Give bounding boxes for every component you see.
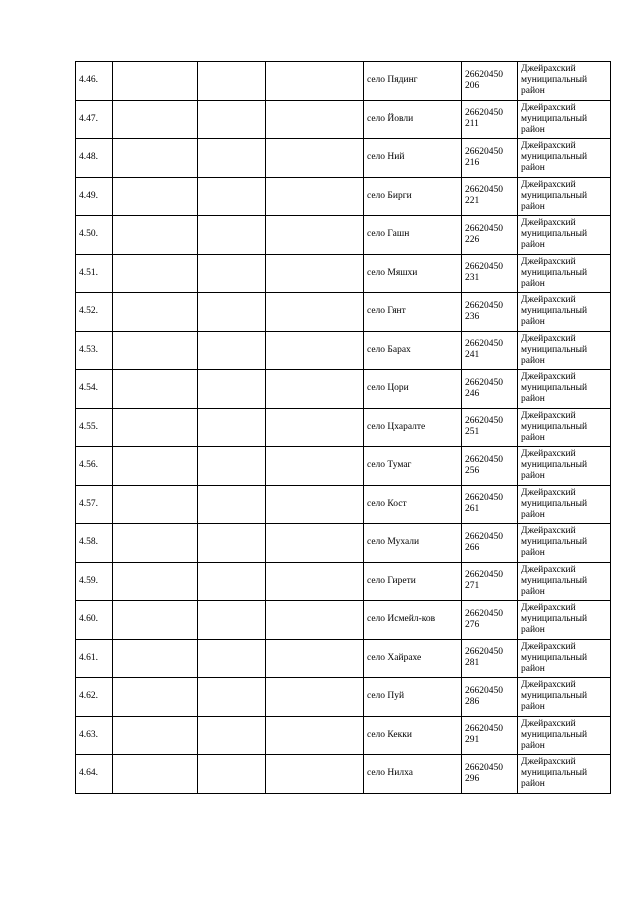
oktmo-code-part: 251: [465, 427, 480, 438]
oktmo-code: [462, 177, 518, 216]
district-name-line: муниципальный: [521, 768, 588, 779]
district-name-line: муниципальный: [521, 614, 588, 625]
settlement-name: село Тумаг: [364, 447, 462, 486]
settlement-name: село Хайрахе: [364, 639, 462, 678]
district-name-line: район: [521, 432, 545, 443]
table-row: [76, 601, 611, 640]
oktmo-code: [462, 524, 518, 563]
oktmo-code-part: 281: [465, 658, 480, 669]
district-name-line: Джейрахский: [521, 295, 576, 306]
table-row: [76, 370, 611, 409]
empty-cell: [113, 678, 198, 717]
oktmo-code: [462, 485, 518, 524]
oktmo-code-part: 296: [465, 773, 480, 784]
oktmo-code-part: 211: [465, 119, 479, 130]
district-name-line: муниципальный: [521, 190, 588, 201]
oktmo-code: [462, 216, 518, 255]
row-number: 4.55.: [76, 408, 113, 447]
oktmo-code: [462, 100, 518, 139]
empty-cell: [198, 370, 266, 409]
district-name: [518, 678, 611, 717]
row-number: 4.62.: [76, 678, 113, 717]
district-name-line: Джейрахский: [521, 526, 576, 537]
district-name-line: Джейрахский: [521, 718, 576, 729]
oktmo-code: [462, 678, 518, 717]
district-name-line: Джейрахский: [521, 680, 576, 691]
empty-cell: [266, 139, 364, 178]
district-name-line: муниципальный: [521, 152, 588, 163]
district-name-line: Джейрахский: [521, 333, 576, 344]
district-name-line: Джейрахский: [521, 564, 576, 575]
district-name-line: муниципальный: [521, 729, 588, 740]
district-name-line: муниципальный: [521, 537, 588, 548]
empty-cell: [113, 177, 198, 216]
empty-cell: [113, 485, 198, 524]
empty-cell: [113, 601, 198, 640]
district-name-line: район: [521, 548, 545, 559]
settlement-name: село Пядинг: [364, 62, 462, 101]
oktmo-code-part: 26620450: [465, 262, 503, 273]
district-name-line: район: [521, 509, 545, 520]
oktmo-code-part: 221: [465, 196, 480, 207]
district-name-line: Джейрахский: [521, 64, 576, 75]
empty-cell: [113, 639, 198, 678]
table-row: [76, 524, 611, 563]
oktmo-code-part: 26620450: [465, 377, 503, 388]
row-number: 4.59.: [76, 562, 113, 601]
district-name-line: Джейрахский: [521, 487, 576, 498]
row-number: 4.53.: [76, 331, 113, 370]
oktmo-code: [462, 562, 518, 601]
district-name-line: Джейрахский: [521, 757, 576, 768]
row-number: 4.63.: [76, 716, 113, 755]
district-name-line: район: [521, 663, 545, 674]
oktmo-code-part: 241: [465, 350, 480, 361]
settlement-name: село Цхаралте: [364, 408, 462, 447]
empty-cell: [266, 100, 364, 139]
settlement-name: село Йовли: [364, 100, 462, 139]
oktmo-code: [462, 755, 518, 794]
empty-cell: [198, 139, 266, 178]
empty-cell: [198, 100, 266, 139]
oktmo-code: [462, 293, 518, 332]
district-name-line: муниципальный: [521, 575, 588, 586]
table-row: [76, 62, 611, 101]
oktmo-code-part: 256: [465, 465, 480, 476]
settlement-name: село Кост: [364, 485, 462, 524]
district-name-line: Джейрахский: [521, 410, 576, 421]
row-number: 4.54.: [76, 370, 113, 409]
empty-cell: [266, 62, 364, 101]
district-name-line: Джейрахский: [521, 179, 576, 190]
table-row: [76, 331, 611, 370]
empty-cell: [113, 293, 198, 332]
district-name-line: муниципальный: [521, 75, 588, 86]
row-number: 4.61.: [76, 639, 113, 678]
district-name-line: район: [521, 163, 545, 174]
district-name-line: район: [521, 317, 545, 328]
district-name-line: муниципальный: [521, 113, 588, 124]
empty-cell: [266, 485, 364, 524]
empty-cell: [113, 216, 198, 255]
district-name-line: район: [521, 394, 545, 405]
district-name: [518, 716, 611, 755]
oktmo-code-part: 26620450: [465, 493, 503, 504]
district-name: [518, 639, 611, 678]
empty-cell: [266, 447, 364, 486]
table-row: [76, 293, 611, 332]
oktmo-code-part: 246: [465, 388, 480, 399]
empty-cell: [266, 293, 364, 332]
row-number: 4.46.: [76, 62, 113, 101]
oktmo-code-part: 286: [465, 696, 480, 707]
empty-cell: [266, 254, 364, 293]
district-name-line: Джейрахский: [521, 449, 576, 460]
row-number: 4.58.: [76, 524, 113, 563]
empty-cell: [266, 524, 364, 563]
settlement-name: село Цори: [364, 370, 462, 409]
district-name-line: Джейрахский: [521, 603, 576, 614]
district-name: [518, 485, 611, 524]
row-number: 4.51.: [76, 254, 113, 293]
oktmo-code-part: 276: [465, 619, 480, 630]
settlement-name: село Нилха: [364, 755, 462, 794]
empty-cell: [266, 177, 364, 216]
oktmo-code-part: 26620450: [465, 531, 503, 542]
district-name-line: Джейрахский: [521, 372, 576, 383]
row-number: 4.48.: [76, 139, 113, 178]
empty-cell: [266, 639, 364, 678]
oktmo-code-part: 26620450: [465, 724, 503, 735]
empty-cell: [198, 485, 266, 524]
district-name: [518, 177, 611, 216]
district-name: [518, 447, 611, 486]
district-name: [518, 601, 611, 640]
oktmo-code-part: 231: [465, 273, 480, 284]
oktmo-code-part: 26620450: [465, 762, 503, 773]
table-row: [76, 254, 611, 293]
district-name-line: муниципальный: [521, 383, 588, 394]
empty-cell: [266, 716, 364, 755]
table-row: [76, 139, 611, 178]
oktmo-code-part: 26620450: [465, 647, 503, 658]
oktmo-code-part: 26620450: [465, 223, 503, 234]
table-row: [76, 755, 611, 794]
oktmo-code-part: 216: [465, 157, 480, 168]
empty-cell: [198, 755, 266, 794]
empty-cell: [113, 331, 198, 370]
district-name: [518, 216, 611, 255]
empty-cell: [113, 254, 198, 293]
oktmo-code-part: 26620450: [465, 185, 503, 196]
empty-cell: [113, 755, 198, 794]
settlement-name: село Барах: [364, 331, 462, 370]
row-number: 4.60.: [76, 601, 113, 640]
table-row: [76, 678, 611, 717]
empty-cell: [198, 524, 266, 563]
empty-cell: [113, 100, 198, 139]
table-row: [76, 716, 611, 755]
district-name-line: район: [521, 779, 545, 790]
empty-cell: [198, 639, 266, 678]
table-row: [76, 177, 611, 216]
table-row: [76, 216, 611, 255]
district-name-line: муниципальный: [521, 498, 588, 509]
district-name-line: муниципальный: [521, 652, 588, 663]
district-name-line: муниципальный: [521, 691, 588, 702]
district-name: [518, 524, 611, 563]
row-number: 4.57.: [76, 485, 113, 524]
settlement-name: село Пуй: [364, 678, 462, 717]
district-name-line: район: [521, 471, 545, 482]
district-name-line: Джейрахский: [521, 218, 576, 229]
oktmo-code-part: 26620450: [465, 570, 503, 581]
district-name: [518, 254, 611, 293]
empty-cell: [113, 139, 198, 178]
empty-cell: [198, 177, 266, 216]
row-number: 4.47.: [76, 100, 113, 139]
district-name-line: район: [521, 740, 545, 751]
oktmo-code-part: 266: [465, 542, 480, 553]
table-row: [76, 639, 611, 678]
district-name: [518, 100, 611, 139]
district-name-line: Джейрахский: [521, 256, 576, 267]
district-name: [518, 139, 611, 178]
table-row: [76, 100, 611, 139]
settlement-name: село Исмейл-ков: [364, 601, 462, 640]
district-name-line: муниципальный: [521, 306, 588, 317]
settlement-name: село Мяшхи: [364, 254, 462, 293]
settlement-name: село Гашн: [364, 216, 462, 255]
empty-cell: [266, 562, 364, 601]
settlement-name: село Гирети: [364, 562, 462, 601]
oktmo-code: [462, 370, 518, 409]
empty-cell: [113, 408, 198, 447]
row-number: 4.49.: [76, 177, 113, 216]
district-name-line: муниципальный: [521, 229, 588, 240]
district-name-line: район: [521, 240, 545, 251]
district-name-line: Джейрахский: [521, 102, 576, 113]
empty-cell: [198, 254, 266, 293]
district-name-line: район: [521, 278, 545, 289]
empty-cell: [198, 331, 266, 370]
oktmo-code: [462, 447, 518, 486]
empty-cell: [113, 62, 198, 101]
empty-cell: [266, 678, 364, 717]
empty-cell: [266, 408, 364, 447]
empty-cell: [266, 755, 364, 794]
oktmo-code-part: 226: [465, 234, 480, 245]
empty-cell: [113, 716, 198, 755]
district-name-line: район: [521, 201, 545, 212]
oktmo-code: [462, 601, 518, 640]
empty-cell: [198, 447, 266, 486]
district-name-line: район: [521, 355, 545, 366]
oktmo-code-part: 236: [465, 311, 480, 322]
empty-cell: [266, 331, 364, 370]
table-row: [76, 562, 611, 601]
settlement-name: село Кекки: [364, 716, 462, 755]
district-name: [518, 62, 611, 101]
row-number: 4.52.: [76, 293, 113, 332]
district-name-line: муниципальный: [521, 267, 588, 278]
empty-cell: [266, 216, 364, 255]
settlement-name: село Мухали: [364, 524, 462, 563]
oktmo-code-part: 26620450: [465, 339, 503, 350]
empty-cell: [198, 601, 266, 640]
settlements-table-body: [76, 62, 611, 794]
settlements-table: [75, 61, 611, 794]
table-row: [76, 485, 611, 524]
oktmo-code-part: 26620450: [465, 608, 503, 619]
empty-cell: [113, 524, 198, 563]
oktmo-code: [462, 254, 518, 293]
district-name-line: район: [521, 124, 545, 135]
empty-cell: [198, 216, 266, 255]
district-name-line: район: [521, 702, 545, 713]
oktmo-code-part: 26620450: [465, 685, 503, 696]
district-name-line: муниципальный: [521, 460, 588, 471]
district-name-line: Джейрахский: [521, 641, 576, 652]
oktmo-code-part: 26620450: [465, 454, 503, 465]
settlement-name: село Бирги: [364, 177, 462, 216]
empty-cell: [198, 678, 266, 717]
empty-cell: [198, 293, 266, 332]
district-name-line: муниципальный: [521, 421, 588, 432]
empty-cell: [266, 601, 364, 640]
settlement-name: село Гянт: [364, 293, 462, 332]
oktmo-code: [462, 62, 518, 101]
oktmo-code-part: 26620450: [465, 416, 503, 427]
oktmo-code-part: 26620450: [465, 69, 503, 80]
district-name: [518, 370, 611, 409]
oktmo-code: [462, 331, 518, 370]
oktmo-code-part: 271: [465, 581, 480, 592]
empty-cell: [198, 716, 266, 755]
district-name-line: район: [521, 625, 545, 636]
oktmo-code-part: 206: [465, 80, 480, 91]
oktmo-code: [462, 716, 518, 755]
settlement-name: село Ний: [364, 139, 462, 178]
district-name: [518, 331, 611, 370]
empty-cell: [198, 408, 266, 447]
row-number: 4.56.: [76, 447, 113, 486]
district-name-line: район: [521, 586, 545, 597]
empty-cell: [113, 562, 198, 601]
district-name-line: район: [521, 86, 545, 97]
oktmo-code: [462, 408, 518, 447]
table-row: [76, 447, 611, 486]
empty-cell: [198, 562, 266, 601]
district-name: [518, 755, 611, 794]
row-number: 4.64.: [76, 755, 113, 794]
row-number: 4.50.: [76, 216, 113, 255]
empty-cell: [266, 370, 364, 409]
oktmo-code-part: 261: [465, 504, 480, 515]
district-name-line: Джейрахский: [521, 141, 576, 152]
oktmo-code-part: 291: [465, 735, 480, 746]
empty-cell: [113, 370, 198, 409]
oktmo-code-part: 26620450: [465, 108, 503, 119]
district-name: [518, 408, 611, 447]
district-name: [518, 562, 611, 601]
oktmo-code: [462, 139, 518, 178]
empty-cell: [198, 62, 266, 101]
oktmo-code-part: 26620450: [465, 300, 503, 311]
empty-cell: [113, 447, 198, 486]
oktmo-code: [462, 639, 518, 678]
district-name: [518, 293, 611, 332]
table-row: [76, 408, 611, 447]
oktmo-code-part: 26620450: [465, 146, 503, 157]
district-name-line: муниципальный: [521, 344, 588, 355]
